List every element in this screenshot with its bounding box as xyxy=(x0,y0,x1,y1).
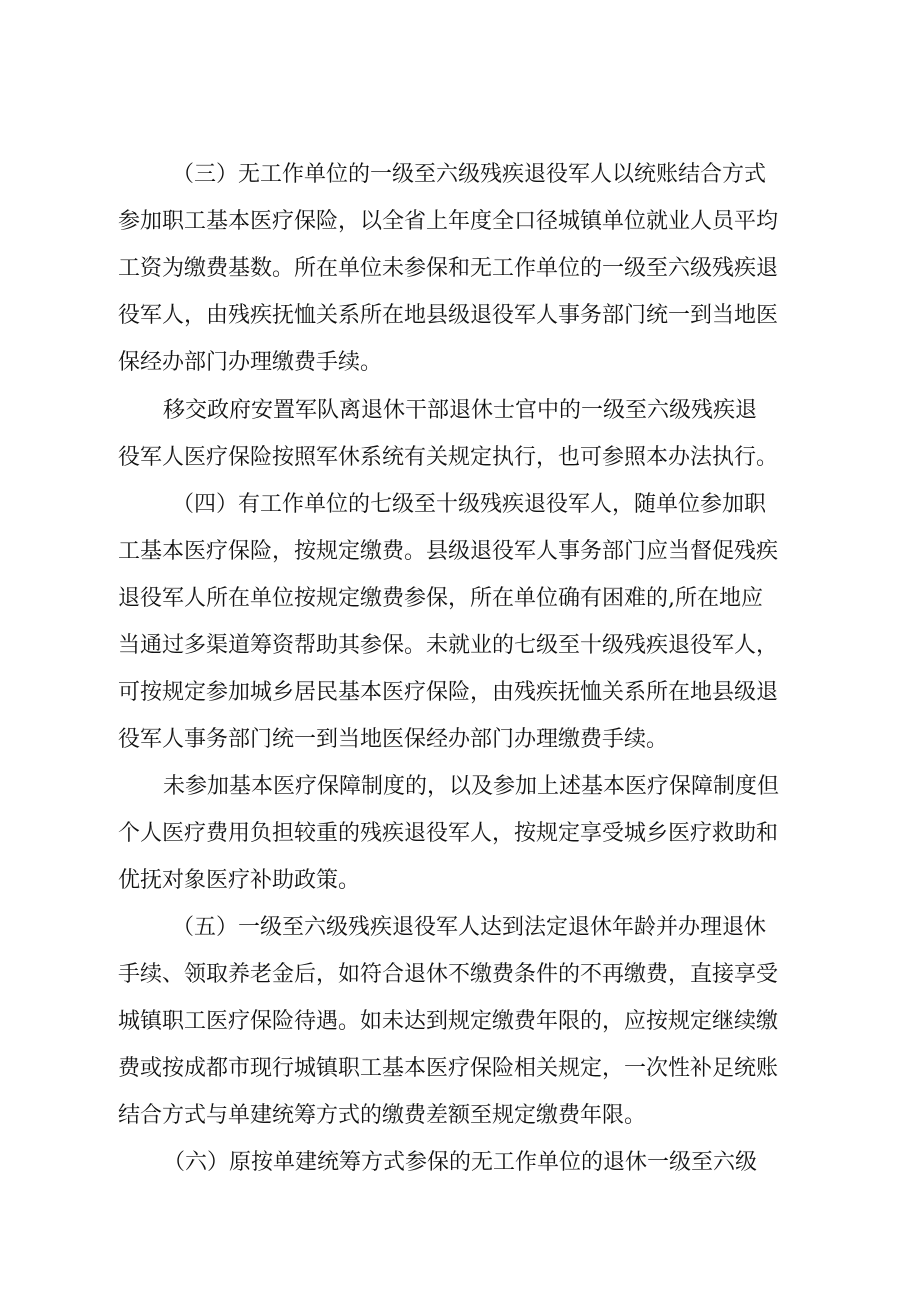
paragraph-line: 城镇职工医疗保险待遇。如未达到规定缴费年限的，应按规定继续缴 xyxy=(118,1009,779,1034)
paragraph-line: 费或按成都市现行城镇职工基本医疗保险相关规定，一次性补足统账 xyxy=(118,1056,779,1081)
paragraph-line: 优抚对象医疗补助政策。 xyxy=(118,868,361,893)
paragraph-line: 手续、领取养老金后，如符合退休不缴费条件的不再缴费，直接享受 xyxy=(118,962,779,987)
paragraph-line: 结合方式与单建统筹方式的缴费差额至规定缴费年限。 xyxy=(118,1103,647,1128)
paragraph-line: （四）有工作单位的七级至十级残疾退役军人，随单位参加职 xyxy=(172,492,767,517)
paragraph-line: （三）无工作单位的一级至六级残疾退役军人以统账结合方式 xyxy=(172,162,767,187)
paragraph-line: 未参加基本医疗保障制度的，以及参加上述基本医疗保障制度但 xyxy=(163,774,780,799)
paragraph-line: （六）原按单建统筹方式参保的无工作单位的退休一级至六级 xyxy=(163,1150,758,1175)
paragraph-line: 移交政府安置军队离退休干部退休士官中的一级至六级残疾退 xyxy=(163,398,758,423)
paragraph-line: 役军人事务部门统一到当地医保经办部门办理缴费手续。 xyxy=(118,727,669,752)
paragraph-line: （五）一级至六级残疾退役军人达到法定退休年龄并办理退休 xyxy=(172,915,767,940)
paragraph-line: 个人医疗费用负担较重的残疾退役军人，按规定享受城乡医疗救助和 xyxy=(118,821,779,846)
paragraph-line: 工资为缴费基数。所在单位未参保和无工作单位的一级至六级残疾退 xyxy=(118,256,779,281)
paragraph-line: 役军人，由残疾抚恤关系所在地县级退役军人事务部门统一到当地医 xyxy=(118,303,779,328)
paragraph-line: 保经办部门办理缴费手续。 xyxy=(118,350,383,375)
paragraph-line: 可按规定参加城乡居民基本医疗保险，由残疾抚恤关系所在地县级退 xyxy=(118,680,779,705)
paragraph-line: 参加职工基本医疗保险，以全省上年度全口径城镇单位就业人员平均 xyxy=(118,209,779,234)
paragraph-line: 当通过多渠道筹资帮助其参保。未就业的七级至十级残疾退役军人， xyxy=(118,633,779,658)
paragraph-line: 退役军人所在单位按规定缴费参保，所在单位确有困难的,所在地应 xyxy=(118,586,763,611)
paragraph-line: 工基本医疗保险，按规定缴费。县级退役军人事务部门应当督促残疾 xyxy=(118,539,779,564)
paragraph-line: 役军人医疗保险按照军休系统有关规定执行，也可参照本办法执行。 xyxy=(118,445,779,470)
